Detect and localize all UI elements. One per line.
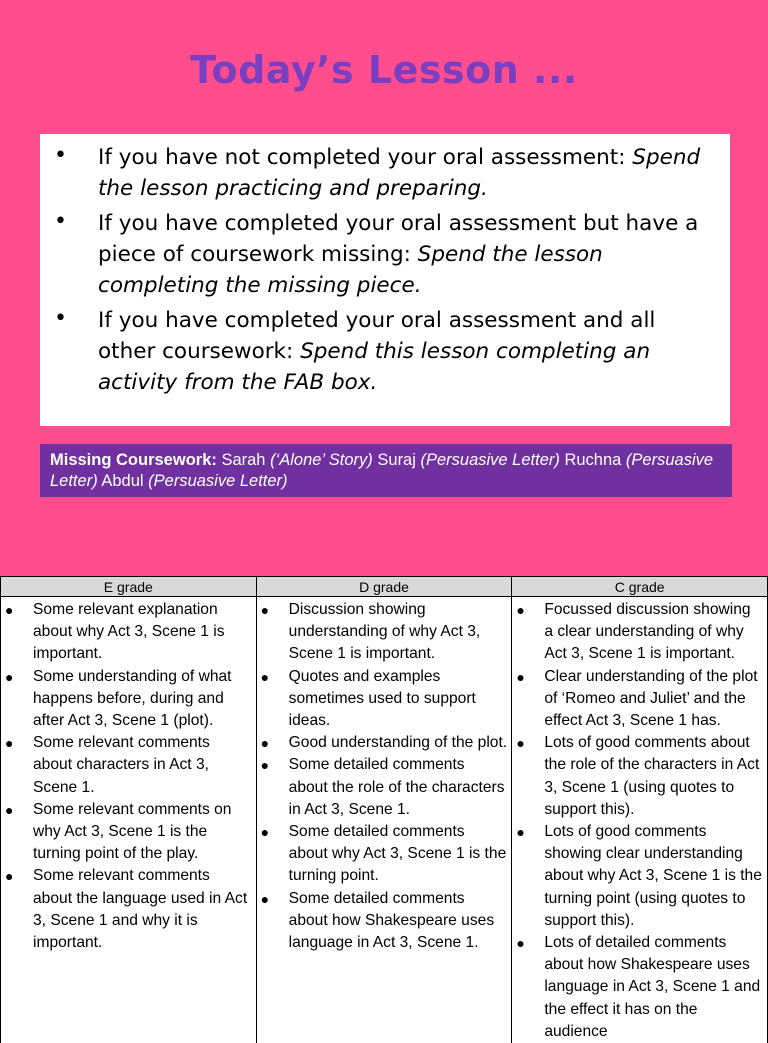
instruction-text: If you have completed your oral assessment and all other coursework:: [98, 308, 655, 364]
bullet-icon: •: [54, 206, 67, 237]
bullet-icon: ●: [516, 599, 524, 621]
bullet-icon: •: [54, 303, 67, 334]
criteria-item: ● Some relevant comments about the language used in Act 3, Scene 1 and why it is important.: [1, 865, 252, 954]
criteria-item: ● Some relevant explanation about why Act 3, Scene 1 is important.: [1, 599, 252, 666]
criteria-item: ● Some relevant comments on why Act 3, Scene 1 is the turning point of the play.: [1, 799, 252, 866]
bullet-icon: ●: [261, 666, 269, 688]
e-grade-cell: [1, 597, 257, 1043]
missing-item: (Persuasive Letter): [420, 451, 559, 469]
criteria-item: ● Some detailed comments about how Shakespeare uses language in Act 3, Scene 1.: [257, 888, 508, 955]
column-header-d-grade: D grade: [256, 577, 512, 597]
criteria-item: ● Quotes and examples sometimes used to support ideas.: [257, 666, 508, 733]
bullet-icon: ●: [516, 732, 524, 754]
grade-rubric-table: [0, 576, 768, 1043]
bullet-icon: ●: [5, 799, 13, 821]
d-grade-cell: [256, 597, 512, 1043]
bullet-icon: ●: [261, 821, 269, 843]
bullet-icon: ●: [261, 732, 269, 754]
criteria-item: ● Discussion showing understanding of why Act 3, Scene 1 is important.: [257, 599, 508, 666]
missing-coursework-box: [40, 444, 732, 497]
student-name: Ruchna: [560, 451, 626, 469]
instruction-item: [54, 305, 716, 398]
bullet-icon: ●: [5, 599, 13, 621]
instruction-text: If you have completed your oral assessment but have a piece of coursework missing:: [98, 211, 698, 267]
student-name: Sarah: [217, 451, 270, 469]
criteria-item: ● Focussed discussion showing a clear understanding of why Act 3, Scene 1 is important.: [512, 599, 763, 666]
criteria-item: ● Lots of detailed comments about how Shakespeare uses language in Act 3, Scene 1 and the effect it has on the audience: [512, 932, 763, 1043]
slide-title: Today’s Lesson ...: [0, 48, 768, 92]
column-header-c-grade: C grade: [512, 577, 768, 597]
instructions-list: [54, 142, 716, 398]
missing-item: (Persuasive Letter): [50, 451, 713, 490]
bullet-icon: ●: [261, 599, 269, 621]
bullet-icon: •: [54, 140, 67, 171]
bullet-icon: ●: [261, 888, 269, 910]
criteria-item: ● Lots of good comments about the role of the characters in Act 3, Scene 1 (using quotes to support this).: [512, 732, 763, 821]
missing-item: (Persuasive Letter): [148, 472, 287, 490]
criteria-item: ● Some detailed comments about why Act 3, Scene 1 is the turning point.: [257, 821, 508, 888]
instruction-action: Spend the lesson practicing and preparing.: [98, 145, 700, 201]
student-name: Suraj: [373, 451, 421, 469]
instruction-item: [54, 142, 716, 204]
criteria-item: ● Some understanding of what happens before, during and after Act 3, Scene 1 (plot).: [1, 666, 252, 733]
table-header-row: [1, 577, 768, 597]
criteria-item: ● Clear understanding of the plot of ‘Romeo and Juliet’ and the effect Act 3, Scene 1 has.: [512, 666, 763, 733]
instructions-box: [40, 134, 730, 426]
criteria-item: ● Some detailed comments about the role of the characters in Act 3, Scene 1.: [257, 754, 508, 821]
c-grade-cell: [512, 597, 768, 1043]
instruction-action: Spend this lesson completing an activity from the FAB box.: [98, 339, 650, 395]
bullet-icon: ●: [516, 666, 524, 688]
criteria-item: ● Lots of good comments showing clear understanding about why Act 3, Scene 1 is the turning point (using quotes to support this).: [512, 821, 763, 932]
missing-coursework-label: Missing Coursework:: [50, 451, 217, 469]
bullet-icon: ●: [5, 732, 13, 754]
bullet-icon: ●: [516, 932, 524, 954]
instruction-item: [54, 208, 716, 301]
bullet-icon: ●: [5, 865, 13, 887]
bullet-icon: ●: [516, 821, 524, 843]
bullet-icon: ●: [5, 666, 13, 688]
instruction-text: If you have not completed your oral assessment:: [98, 145, 632, 170]
instruction-action: Spend the lesson completing the missing piece.: [98, 242, 603, 298]
bullet-icon: ●: [261, 754, 269, 776]
criteria-item: ● Some relevant comments about characters in Act 3, Scene 1.: [1, 732, 252, 799]
table-row: [1, 597, 768, 1043]
criteria-item: ● Good understanding of the plot.: [257, 732, 508, 754]
column-header-e-grade: E grade: [1, 577, 257, 597]
student-name: Abdul: [98, 472, 148, 490]
missing-item: (‘Alone’ Story): [270, 451, 373, 469]
